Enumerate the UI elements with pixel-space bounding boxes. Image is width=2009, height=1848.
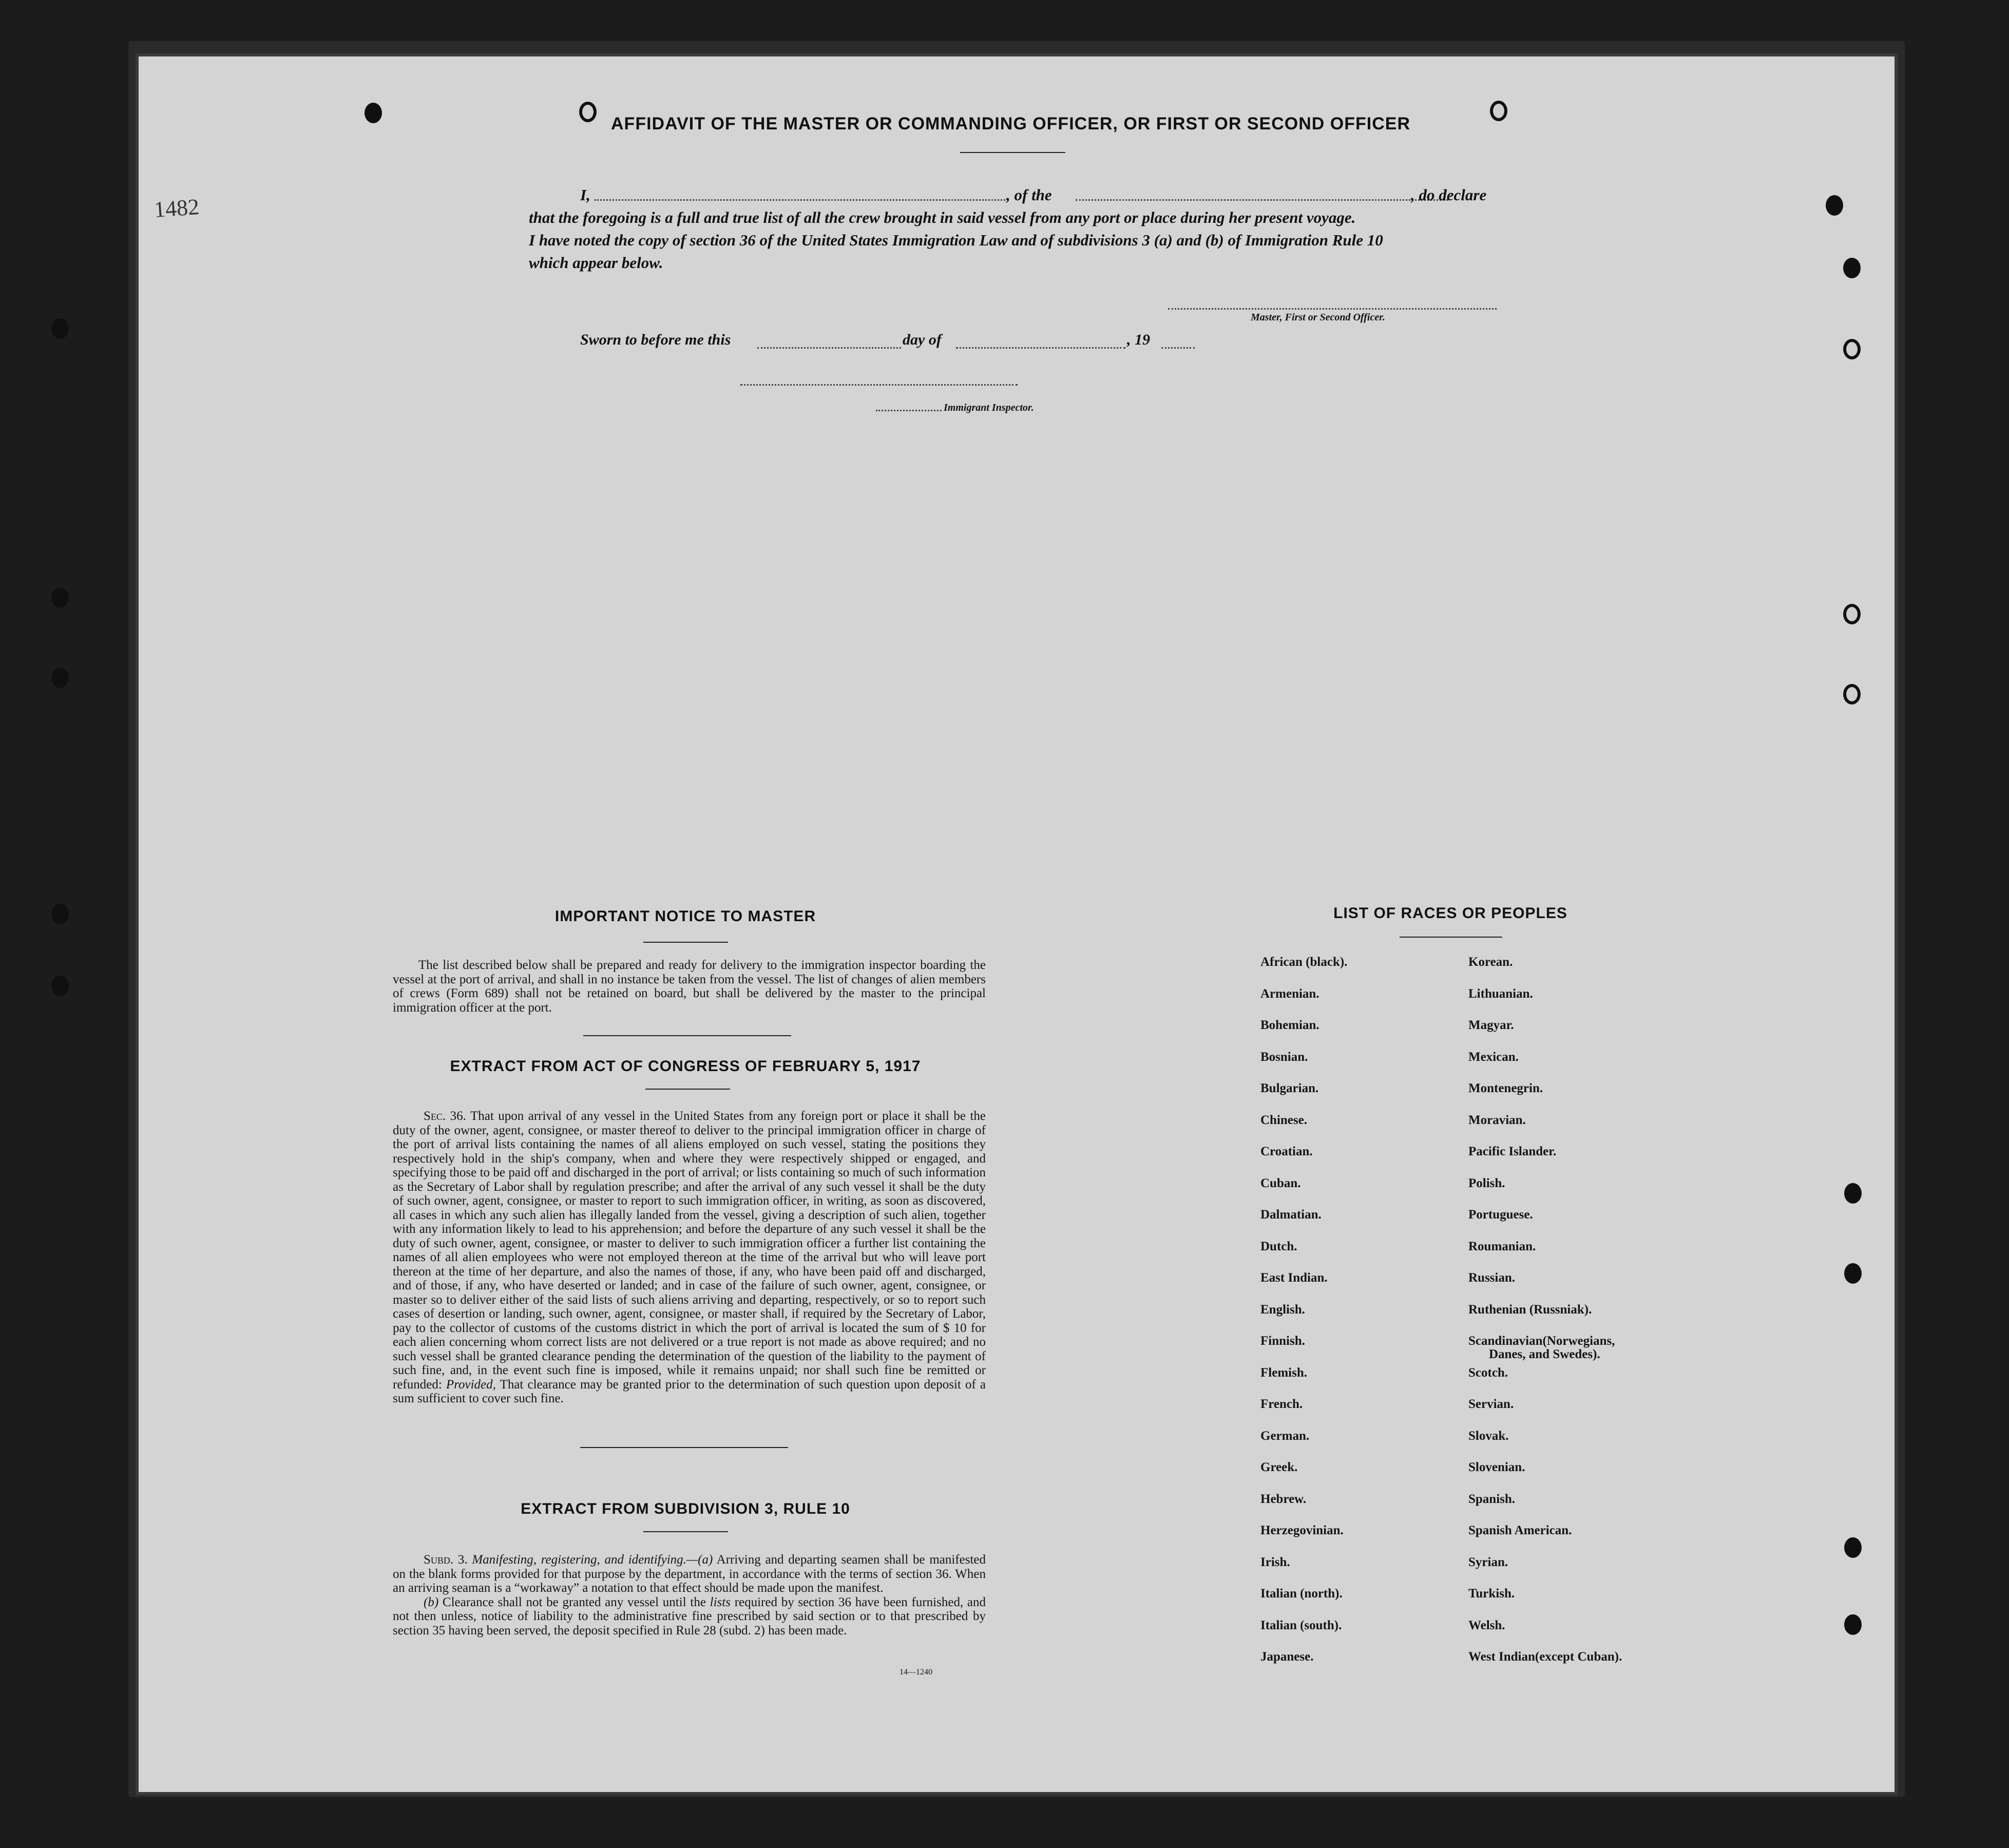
affidavit-i: I, [580, 186, 590, 204]
punch-hole [51, 904, 69, 924]
race-item: Bohemian. [1260, 1018, 1319, 1032]
sworn-year: , 19 [1127, 331, 1150, 348]
sworn-prefix: Sworn to before me this [580, 331, 731, 348]
affidavit-text [529, 184, 1499, 274]
race-item: Moravian. [1468, 1113, 1526, 1127]
punch-hole [579, 102, 597, 122]
race-item: Croatian. [1260, 1145, 1313, 1158]
race-item: Dutch. [1260, 1239, 1297, 1253]
affidavit-line-3: I have noted the copy of section 36 of the United States Immigration Law and of subdivisions 3 (a) and (b) of Immigration Rule 10 [529, 231, 1383, 249]
race-item: Italian (north). [1260, 1587, 1343, 1601]
para-b-label: (b) [424, 1595, 439, 1609]
signature-label: Master, First or Second Officer. [1251, 312, 1385, 323]
affidavit-of-the: , of the [1006, 186, 1052, 204]
punch-hole [1844, 1183, 1862, 1204]
race-item: Hebrew. [1260, 1492, 1307, 1506]
divider [583, 1035, 791, 1036]
race-item: Finnish. [1260, 1334, 1305, 1348]
race-item: German. [1260, 1428, 1310, 1443]
races-left-column [1260, 955, 1347, 1682]
act-body: That upon arrival of any vessel in the United States from any foreign port or place it shall be the duty of the owner, agent, consignee, or master thereof to deliver to the principal immigration officer in charge of the port of arrival lists containing the names of all aliens employed on such vessel, stating the positions they respectively hold in the ship's company, when and where they were respectively shipped or engaged, and specifying those to be paid off and discharged in the port of arrival; or lists containing so much of such information as the Secretary of Labor shall by regulation prescribe; and after the arrival of any such vessel it shall be the duty of such owner, agent, consignee, or master to report to such immigration officer, in writing, as soon as discovered, all cases in which any such alien has illegally landed from the vessel, giving a description of such alien, together with any information likely to lead to his apprehension; and before the departure of any such vessel it shall be the duty of such owner, agent, consignee, or master to deliver to such immigration officer a further list containing the names of all alien employees who were not employed thereon at the time of the arrival but who will leave port thereon at the time of her departure, and also the names of those, if any, who have been paid off and discharged, and of those, if any, who have deserted or landed; and in case of the failure of such owner, agent, consignee, or master so to deliver either of the said lists of such aliens arriving and departing, respectively, or so to report such cases of desertion or landing, such owner, agent, consignee, or master shall, if required by the Secretary of Labor, pay to the collector of customs of the customs district in which the port of arrival is located the sum of $ 10 for each alien concerning whom correct lists are not delivered or a true report is not made as above required; and no such vessel shall be granted clearance pending the determination of the question of the liability to the payment of such fine, and, in the event such fine is imposed, while it remains unpaid; nor shall such fine be remitted or refunded: [393, 1109, 986, 1392]
race-item: Spanish American. [1468, 1523, 1572, 1537]
race-item: Magyar. [1468, 1018, 1514, 1032]
punch-hole [1843, 604, 1861, 624]
race-item: Welsh. [1468, 1618, 1505, 1632]
race-item: Herzegovinian. [1260, 1523, 1344, 1537]
punch-hole [1844, 1537, 1862, 1558]
race-item: Montenegrin. [1468, 1081, 1543, 1095]
sec-label: Sec. 36. [424, 1109, 466, 1123]
divider [643, 942, 728, 943]
race-item: Turkish. [1468, 1587, 1515, 1601]
race-item: Lithuanian. [1468, 986, 1533, 1001]
notice-text: The list described below shall be prepared and ready for delivery to the immigration inspector boarding the vessel at the port of arrival, and shall in no instance be taken from the vessel. The list of changes of alien members of crews (Form 689) shall not be retained on board, but shall be delivered by the master to the principal immigration officer at the port. [393, 958, 986, 1015]
vessel-field[interactable] [1076, 199, 1448, 201]
punch-hole [1844, 1614, 1862, 1635]
race-item: Slovenian. [1468, 1460, 1525, 1474]
race-item: English. [1260, 1302, 1305, 1317]
punch-hole [51, 668, 69, 688]
race-item: West Indian(except Cuban). [1468, 1650, 1622, 1664]
punch-hole [1843, 258, 1861, 278]
affidavit-line-2: that the foregoing is a full and true list of all the crew brought in said vessel from any port or place during her present voyage. [529, 208, 1356, 226]
race-item: Scotch. [1468, 1365, 1508, 1380]
sworn-date-field[interactable] [757, 347, 901, 349]
race-item: Bosnian. [1260, 1050, 1308, 1064]
provided-label: Provided, [446, 1377, 496, 1392]
race-item: Greek. [1260, 1460, 1298, 1474]
race-item: Russian. [1468, 1271, 1516, 1285]
race-item: African (black). [1260, 955, 1348, 969]
race-item: Syrian. [1468, 1555, 1508, 1569]
race-item: Ruthenian (Russniak). [1468, 1302, 1592, 1317]
para-b-1: Clearance shall not be granted any vessel until the [442, 1595, 706, 1609]
divider [643, 1531, 728, 1532]
race-item: Pacific Islander. [1468, 1145, 1557, 1158]
divider [1400, 937, 1502, 938]
punch-hole [51, 587, 69, 608]
race-item: Spanish. [1468, 1492, 1516, 1506]
act-title: EXTRACT FROM ACT OF CONGRESS OF FEBRUARY 5, 1917 [450, 1058, 921, 1075]
race-item: Portuguese. [1468, 1208, 1533, 1222]
divider [960, 152, 1065, 153]
sworn-year-field[interactable] [1161, 347, 1195, 349]
divider [645, 1089, 730, 1090]
handwritten-number: 1482 [153, 194, 200, 223]
inspector-name-line[interactable] [876, 410, 942, 411]
rule-title: EXTRACT FROM SUBDIVISION 3, RULE 10 [521, 1500, 850, 1517]
race-item: Slovak. [1468, 1428, 1509, 1443]
race-item: Servian. [1468, 1397, 1514, 1411]
notice-title: IMPORTANT NOTICE TO MASTER [554, 908, 816, 925]
sworn-month-field[interactable] [956, 347, 1125, 349]
race-item: East Indian. [1260, 1271, 1328, 1285]
race-item: Italian (south). [1260, 1618, 1342, 1632]
inspector-signature-line[interactable] [740, 384, 1018, 386]
inspector-label: Immigrant Inspector. [944, 402, 1034, 413]
punch-hole [1843, 684, 1861, 704]
subd-label: Subd. 3. [424, 1553, 468, 1567]
punch-hole [1490, 101, 1507, 121]
punch-hole [1844, 1263, 1862, 1284]
race-item: French. [1260, 1397, 1303, 1411]
race-item: Chinese. [1260, 1113, 1307, 1127]
race-item: Korean. [1468, 955, 1513, 969]
race-item: Mexican. [1468, 1050, 1519, 1064]
subd-heading: Manifesting, registering, and identifying.—(a) [472, 1553, 713, 1567]
race-item: Irish. [1260, 1555, 1290, 1569]
race-item: Flemish. [1260, 1365, 1307, 1380]
race-item: Dalmatian. [1260, 1208, 1322, 1222]
affidavit-title: AFFIDAVIT OF THE MASTER OR COMMANDING OFFICER, OR FIRST OR SECOND OFFICER [611, 114, 1410, 134]
para-b-lists: lists [710, 1595, 731, 1609]
punch-hole [51, 976, 69, 996]
race-item-cont: Danes, and Swedes). [1489, 1347, 1600, 1361]
race-item: Bulgarian. [1260, 1081, 1319, 1095]
race-item: Scandinavian(Norwegians, [1468, 1334, 1615, 1348]
race-item: Polish. [1468, 1176, 1505, 1190]
race-item: Cuban. [1260, 1176, 1301, 1190]
punch-hole [365, 103, 382, 123]
rule-text [393, 1553, 986, 1637]
para-a: Arriving and departing seamen shall be manifested on the blank forms provided for that purpose by the department, in accordance with the terms of section 36. When an arriving seaman is a “workaway” a notation to that effect should be made upon the manifest. [393, 1553, 986, 1595]
name-field[interactable] [595, 199, 1005, 201]
race-item: Japanese. [1260, 1650, 1314, 1664]
affidavit-declare: , do declare [1411, 186, 1487, 204]
races-title: LIST OF RACES OR PEOPLES [1333, 905, 1567, 922]
punch-hole [1843, 339, 1861, 359]
races-right-column [1468, 955, 1622, 1682]
divider [580, 1447, 788, 1448]
race-item: Roumanian. [1468, 1239, 1536, 1253]
act-text [393, 1109, 986, 1406]
race-item: Armenian. [1260, 986, 1319, 1001]
affidavit-line-4: which appear below. [529, 254, 663, 272]
punch-hole [51, 318, 69, 339]
signature-line[interactable] [1168, 308, 1497, 310]
act-body-end: That clearance may be granted prior to the determination of such question upon deposit of a sum sufficient to cover such fine. [393, 1377, 986, 1405]
para-b-2: required by section 36 have been furnished, and not then unless, notice of liability to the administrative fine prescribed by said section or to that prescribed by section 35 having been served, the deposit specified in Rule 28 (subd. 2) has been made. [393, 1595, 986, 1637]
sworn-day-of: day of [903, 331, 942, 348]
punch-hole [1826, 195, 1843, 216]
form-number: 14—1240 [900, 1668, 932, 1676]
race-item-scandinavian [1468, 1334, 1622, 1366]
